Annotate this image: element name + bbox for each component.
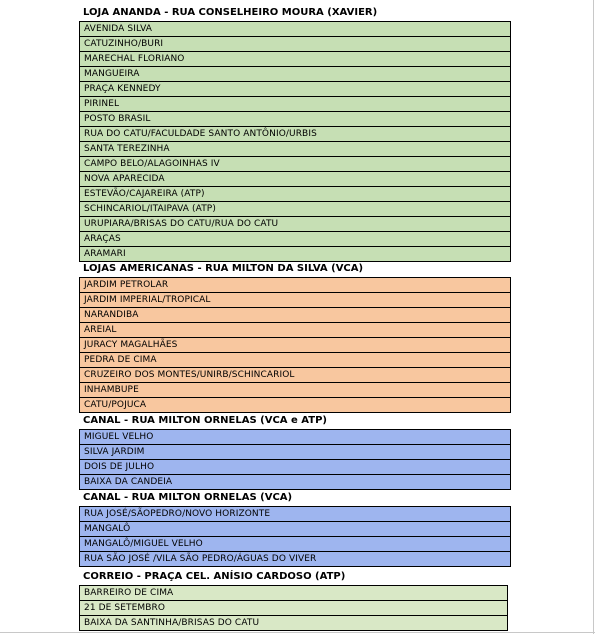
location-table [79, 277, 511, 413]
section-title: CANAL - RUA MILTON ORNELAS (VCA) [83, 492, 293, 503]
section-correio [79, 569, 508, 631]
page-edge-divider [593, 0, 594, 634]
table-row: SCHINCARIOL/ITAIPAVA (ATP) [80, 202, 510, 217]
table-row: CATU/POJUCA [80, 398, 510, 413]
table-row: PRAÇA KENNEDY [80, 82, 510, 97]
table-row: CATUZINHO/BURI [80, 37, 510, 52]
table-row: DOIS DE JULHO [80, 460, 510, 475]
section-title: LOJA ANANDA - RUA CONSELHEIRO MOURA (XAVIER) [83, 7, 378, 18]
table-row: BARREIRO DE CIMA [80, 586, 507, 601]
location-table [79, 585, 508, 631]
section-title: CANAL - RUA MILTON ORNELAS (VCA e ATP) [83, 415, 327, 426]
table-row: BAIXA DA CANDEIA [80, 475, 510, 490]
table-row: INHAMBUPE [80, 383, 510, 398]
table-row: JURACY MAGALHÃES [80, 338, 510, 353]
table-row: CRUZEIRO DOS MONTES/UNIRB/SCHINCARIOL [80, 368, 510, 383]
table-row: ARAÇAS [80, 232, 510, 247]
location-table [79, 21, 511, 262]
section-loja-ananda [79, 5, 511, 262]
table-row: NOVA APARECIDA [80, 172, 510, 187]
page-bottom-divider [0, 632, 595, 633]
table-row: 21 DE SETEMBRO [80, 601, 507, 616]
section-title: CORREIO - PRAÇA CEL. ANÍSIO CARDOSO (ATP) [83, 571, 346, 582]
table-row: AVENIDA SILVA [80, 22, 510, 37]
section-lojas-americanas [79, 261, 511, 413]
table-row: CAMPO BELO/ALAGOINHAS IV [80, 157, 510, 172]
table-row: MANGALÔ/MIGUEL VELHO [80, 537, 510, 552]
table-row: JARDIM PETROLAR [80, 278, 510, 293]
table-row: SANTA TEREZINHA [80, 142, 510, 157]
table-row: ESTEVÃO/CAJAREIRA (ATP) [80, 187, 510, 202]
table-row: RUA JOSÉ/SÃOPEDRO/NOVO HORIZONTE [80, 507, 510, 522]
table-row: RUA SÃO JOSÉ /VILA SÃO PEDRO/ÁGUAS DO VIVER [80, 552, 510, 567]
table-row: PIRINEL [80, 97, 510, 112]
table-row: JARDIM IMPERIAL/TROPICAL [80, 293, 510, 308]
table-row: URUPIARA/BRISAS DO CATU/RUA DO CATU [80, 217, 510, 232]
location-table [79, 429, 511, 490]
table-row: MIGUEL VELHO [80, 430, 510, 445]
table-row: RUA DO CATU/FACULDADE SANTO ANTÔNIO/URBIS [80, 127, 510, 142]
table-row: PEDRA DE CIMA [80, 353, 510, 368]
table-row: BAIXA DA SANTINHA/BRISAS DO CATU [80, 616, 507, 631]
section-canal-vca [79, 490, 511, 567]
table-row: ARAMARI [80, 247, 510, 262]
table-row: POSTO BRASIL [80, 112, 510, 127]
table-row: MANGUEIRA [80, 67, 510, 82]
table-row: MANGALÔ [80, 522, 510, 537]
location-table [79, 506, 511, 567]
table-row: SILVA JARDIM [80, 445, 510, 460]
table-row: MARECHAL FLORIANO [80, 52, 510, 67]
table-row: NARANDIBA [80, 308, 510, 323]
table-row: AREIAL [80, 323, 510, 338]
section-canal-vca-atp [79, 413, 511, 490]
section-title: LOJAS AMERICANAS - RUA MILTON DA SILVA (VCA) [83, 263, 364, 274]
